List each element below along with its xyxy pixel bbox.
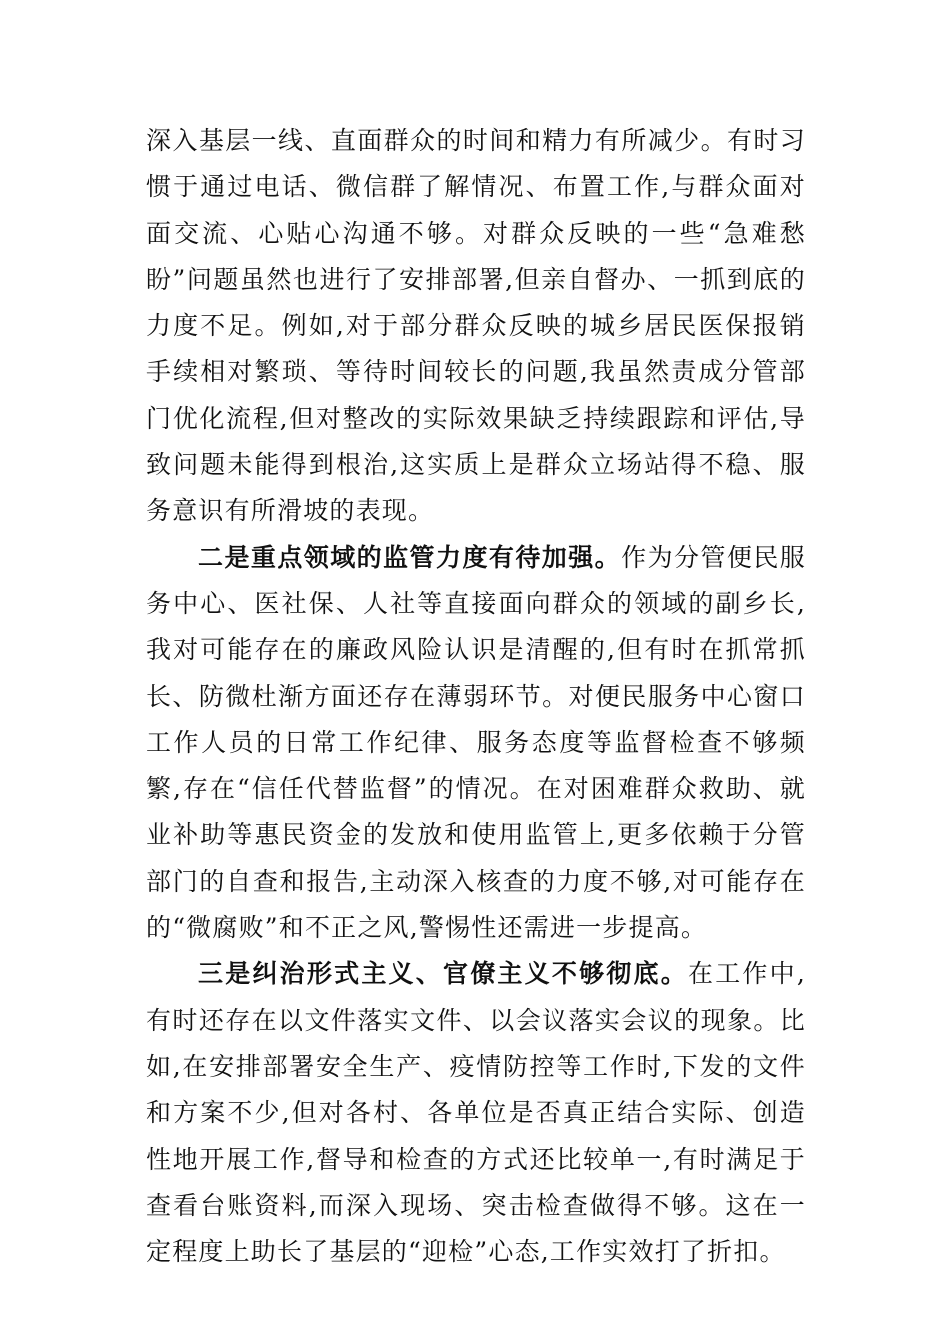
paragraph-text: 作为分管便民服务中心、医社保、人社等直接面向群众的领域的副乡长,我对可能存在的廉政风险认识是清醒的,但有时在抓常抓长、防微杜渐方面还存在薄弱环节。对便民服务中心窗口工作人员的日常工作纪律、服务态度等监督检查不够频繁,存在“信任代替监督”的情况。在对困难群众救助、就业补助等惠民资金的发放和使用监管上,更多依赖于分管部门的自查和报告,主动深入核查的力度不够,对可能存在的“微腐败”和不正之风,警惕性还需进一步提高。 — [146, 542, 806, 943]
paragraph-supervision — [146, 535, 806, 952]
paragraph-heading: 二是重点领域的监管力度有待加强。 — [198, 542, 622, 572]
paragraph-text: 深入基层一线、直面群众的时间和精力有所减少。有时习惯于通过电话、微信群了解情况、布置工作,与群众面对面交流、心贴心沟通不够。对群众反映的一些“急难愁盼”问题虽然也进行了安排部署,但亲自督办、一抓到底的力度不足。例如,对于部分群众反映的城乡居民医保报销手续相对繁琐、等待时间较长的问题,我虽然责成分管部门优化流程,但对整改的实际效果缺乏持续跟踪和评估,导致问题未能得到根治,这实质上是群众立场站得不稳、服务意识有所滑坡的表现。 — [146, 126, 806, 526]
paragraph-text: 在工作中,有时还存在以文件落实文件、以会议落实会议的现象。比如,在安排部署安全生产、疫情防控等工作时,下发的文件和方案不少,但对各村、各单位是否真正结合实际、创造性地开展工作,督导和检查的方式还比较单一,有时满足于查看台账资料,而深入现场、突击检查做得不够。这在一定程度上助长了基层的“迎检”心态,工作实效打了折扣。 — [146, 959, 806, 1267]
paragraph-continuation — [146, 118, 806, 535]
paragraph-heading: 三是纠治形式主义、官僚主义不够彻底。 — [198, 959, 688, 989]
document-body — [146, 118, 806, 1275]
paragraph-formalism — [146, 951, 806, 1275]
